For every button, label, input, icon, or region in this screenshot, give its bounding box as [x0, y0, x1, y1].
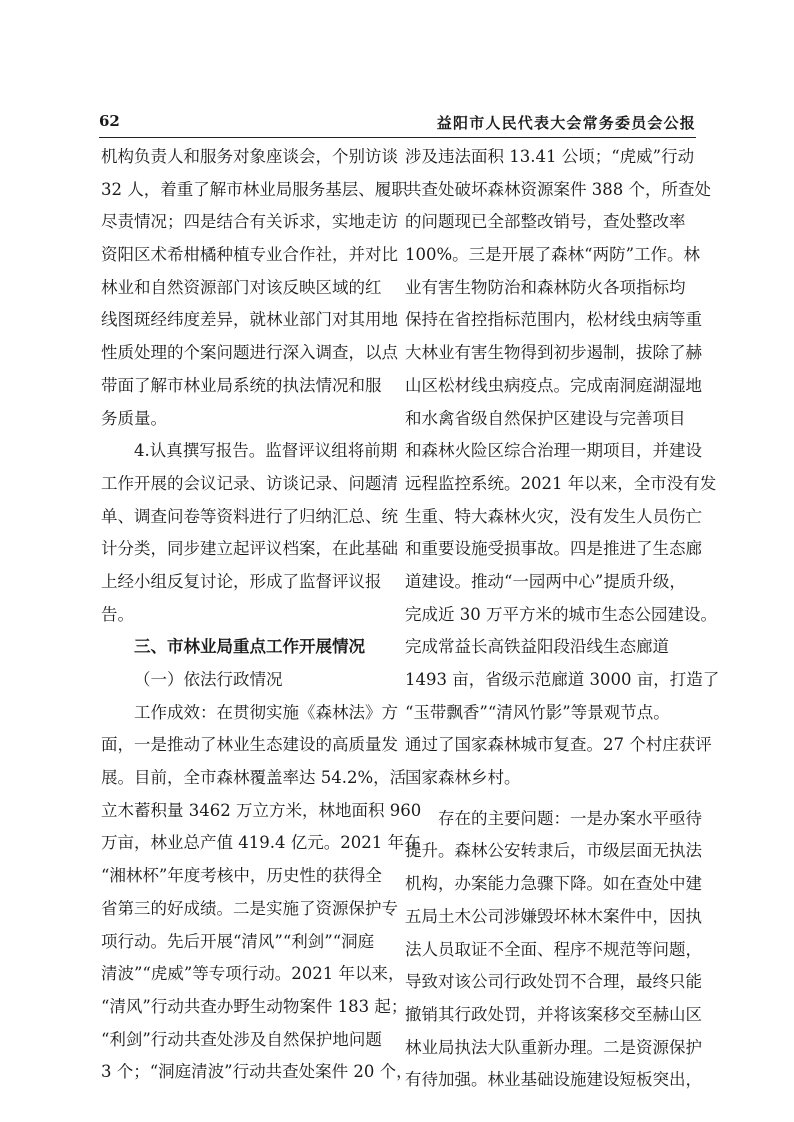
- text-line: 涉及违法面积 13.41 公顷；“虎威”行动: [405, 147, 695, 166]
- text-line: “利剑”行动共查处涉及自然保护地问题: [101, 1029, 382, 1049]
- header-rule: [99, 137, 696, 138]
- text-line: 告。: [101, 604, 134, 624]
- right-column: [405, 141, 720, 1097]
- text-line: 生重、特大森林火灾，没有发生人员伤亡: [405, 506, 702, 526]
- text-line: 林业局执法大队重新办理。二是资源保护: [405, 1037, 702, 1057]
- text-line: 100%。三是开展了森林“两防”工作。林: [405, 245, 701, 265]
- text-line: 线图斑经纬度差异，就林业部门对其用地: [101, 310, 398, 330]
- text-line: 32 人，着重了解市林业局服务基层、履职: [101, 179, 408, 199]
- text-line: 尽责情况；四是结合有关诉求，实地走访: [101, 212, 398, 232]
- journal-title: 益阳市人民代表大会常务委员会公报: [436, 114, 696, 132]
- text-line: 机构，办案能力急骤下降。如在查处中建: [405, 874, 702, 894]
- text-line: 提升。森林公安转隶后，市级层面无执法: [405, 841, 702, 861]
- paragraph-gap: [405, 795, 693, 803]
- text-line: 道建设。推动“一园两中心”提质升级，: [405, 571, 686, 591]
- paragraph-start: 4.认真撰写报告。监督评议组将前期: [134, 441, 398, 461]
- text-line: 完成常益长高铁益阳段沿线生态廊道: [405, 637, 669, 657]
- text-line: 法人员取证不全面、程序不规范等问题，: [405, 939, 702, 959]
- text-line: 有待加强。林业基础设施建设短板突出，: [405, 1070, 702, 1090]
- paragraph-start: 工作成效：在贯彻实施《森林法》方: [134, 702, 398, 722]
- text-line: 和水禽省级自然保护区建设与完善项目: [405, 408, 686, 428]
- text-line: 资阳区术希柑橘种植专业合作社，并对比: [101, 245, 398, 265]
- text-line: 远程监控系统。2021 年以来，全市没有发: [405, 473, 717, 493]
- text-line: 完成近 30 万平方米的城市生态公园建设。: [405, 604, 717, 624]
- text-line: 清波”“虎威”等专项行动。2021 年以来，: [101, 964, 405, 984]
- text-line: 国家森林乡村。: [405, 768, 521, 788]
- text-line: 保持在省控指标范围内，松材线虫病等重: [405, 310, 702, 330]
- text-line: “湘林杯”年度考核中，历史性的获得全: [101, 866, 382, 886]
- text-line: 五局土木公司涉嫌毁坏林木案件中，因执: [405, 906, 702, 926]
- text-line: 和重要设施受损事故。四是推进了生态廊: [405, 539, 702, 559]
- left-column: [101, 141, 422, 1089]
- text-line: 项行动。先后开展“清风”“利剑”“洞庭: [101, 931, 375, 951]
- text-line: 面，一是推动了林业生态建设的高质量发: [101, 735, 398, 755]
- text-line: 林业和自然资源部门对该反映区域的红: [101, 277, 382, 297]
- text-line: 展。目前，全市森林覆盖率达 54.2%，活: [101, 768, 407, 788]
- subsection-heading: （一）依法行政情况: [134, 670, 283, 689]
- text-line: 务质量。: [101, 408, 167, 428]
- text-line: 万亩，林业总产值 419.4 亿元。2021 年在: [101, 833, 421, 853]
- text-line: “玉带飘香”“清风竹影”等景观节点。: [405, 702, 670, 722]
- section-heading: 三、市林业局重点工作开展情况: [134, 637, 365, 657]
- text-line: 3 个；“洞庭清波”行动共查处案件 20 个，: [101, 1062, 413, 1082]
- text-line: 的问题现已全部整改销号，查处整改率: [405, 212, 686, 232]
- text-line: 机构负责人和服务对象座谈会，个别访谈: [101, 147, 398, 166]
- text-line: 计分类，同步建立起评议档案，在此基础: [101, 539, 398, 559]
- text-line: 大林业有害生物得到初步遏制，拔除了赫: [405, 343, 702, 363]
- text-line: 导致对该公司行政处罚不合理，最终只能: [405, 972, 702, 992]
- text-line: 通过了国家森林城市复查。27 个村庄获评: [405, 735, 712, 755]
- text-line: 带面了解市林业局系统的执法情况和服: [101, 375, 382, 395]
- page-number: 62: [99, 112, 120, 130]
- text-line: 和森林火险区综合治理一期项目，并建设: [405, 441, 702, 461]
- text-line: 山区松材线虫病疫点。完成南洞庭湖湿地: [405, 375, 702, 395]
- running-header: [99, 112, 696, 136]
- text-line: 上经小组反复讨论，形成了监督评议报: [101, 571, 382, 591]
- text-line: 立木蓄积量 3462 万立方米，林地面积 960: [101, 800, 422, 820]
- text-line: 业有害生物防治和森林防火各项指标均: [405, 277, 686, 297]
- text-line: 撤销其行政处罚，并将该案移交至赫山区: [405, 1004, 702, 1024]
- paragraph-start: 存在的主要问题：一是办案水平亟待: [438, 808, 702, 828]
- text-line: 性质处理的个案问题进行深入调查，以点: [101, 343, 398, 363]
- text-line: “清风”行动共查办野生动物案件 183 起；: [101, 996, 408, 1016]
- text-line: 共查处破坏森林资源案件 388 个，所查处: [405, 179, 711, 199]
- text-line: 省第三的好成绩。二是实施了资源保护专: [101, 898, 398, 918]
- text-line: 工作开展的会议记录、访谈记录、问题清: [101, 473, 398, 493]
- text-line: 单、调查问卷等资料进行了归纳汇总、统: [101, 506, 398, 526]
- text-line: 1493 亩，省级示范廊道 3000 亩，打造了: [405, 670, 720, 689]
